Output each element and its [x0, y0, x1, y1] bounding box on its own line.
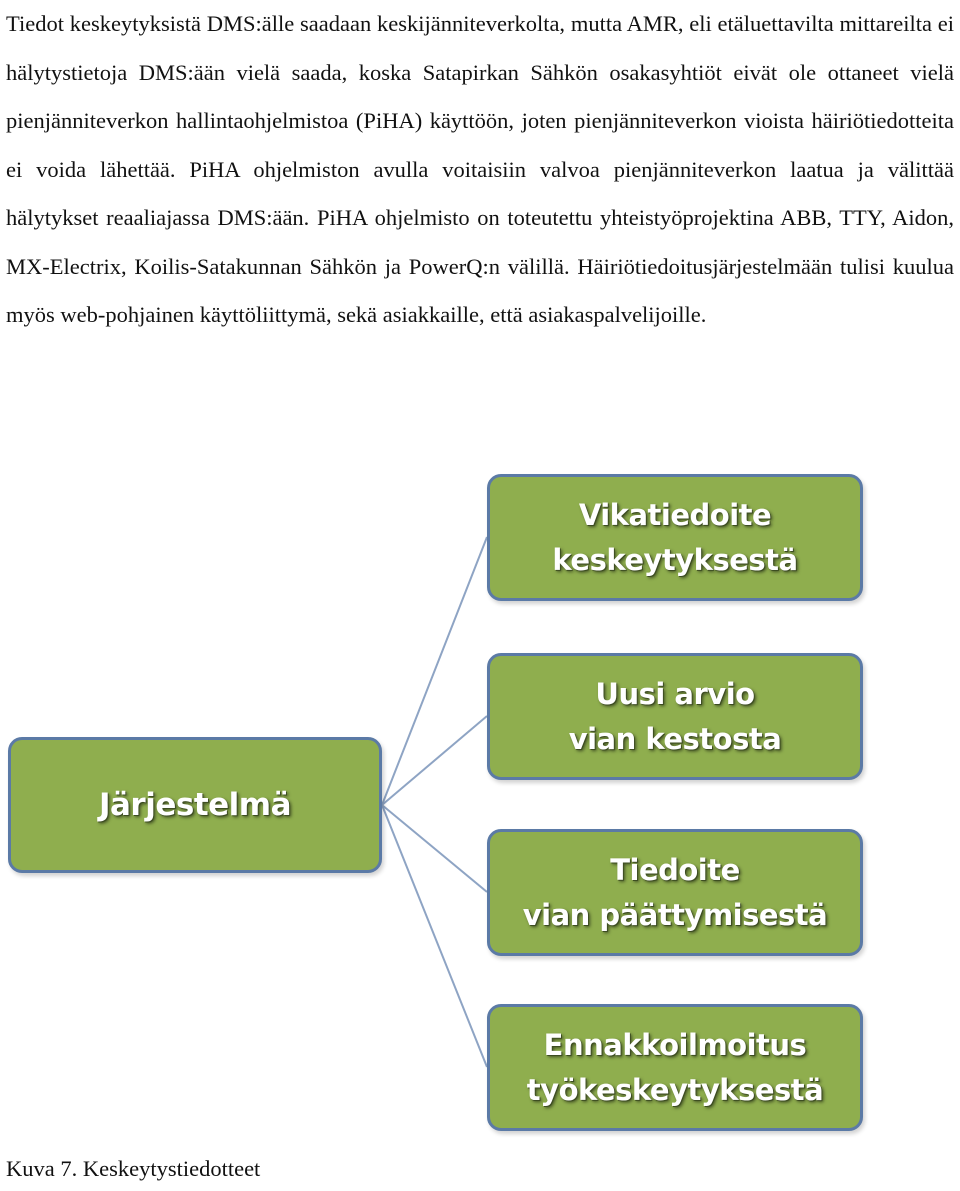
- figure-caption: Kuva 7. Keskeytystiedotteet: [6, 1156, 261, 1181]
- child-node-box-4: [487, 1004, 863, 1131]
- child-node-label-1: Vikatiedoite keskeytyksestä: [552, 497, 798, 577]
- child-node-label-3: Tiedoite vian päättymisestä: [522, 852, 828, 932]
- child-node-box-3: [487, 829, 863, 956]
- connector-line-1: [382, 537, 487, 805]
- root-node-box: [8, 737, 382, 873]
- child-node-label-4: Ennakkoilmoitus työkeskeytyksestä: [526, 1027, 824, 1107]
- notification-diagram: [0, 440, 960, 1140]
- body-paragraph: Tiedot keskeytyksistä DMS:älle saadaan keskijänniteverkolta, mutta AMR, eli etäluettavilta mittareilta ei hälytystietoja DMS:ään vielä saada, koska Satapirkan Sähkön osakasyhtiöt eivät ole ottaneet vielä pienjänniteverkon hallintaohjelmistoa (PiHA) käyttöön, joten pienjänniteverkon vioista häiriötiedotteita ei voida lähettää. PiHA ohjelmiston avulla voitaisiin valvoa pienjänniteverkon laatua ja välittää hälytykset reaaliajassa DMS:ään. PiHA ohjelmisto on toteutettu yhteistyöprojektina ABB, TTY, Aidon, MX-Electrix, Koilis-Satakunnan Sähkön ja PowerQ:n välillä. Häiriötiedoitusjärjestelmään tulisi kuulua myös web-pohjainen käyttöliittymä, sekä asiakkaille, että asiakaspalvelijoille.: [6, 11, 954, 327]
- child-node-box-1: [487, 474, 863, 601]
- connector-line-4: [382, 805, 487, 1067]
- child-node-label-2: Uusi arvio vian kestosta: [568, 676, 782, 756]
- root-node-label: Järjestelmä: [98, 786, 292, 823]
- child-node-box-2: [487, 653, 863, 780]
- connector-line-3: [382, 805, 487, 892]
- connector-line-2: [382, 716, 487, 805]
